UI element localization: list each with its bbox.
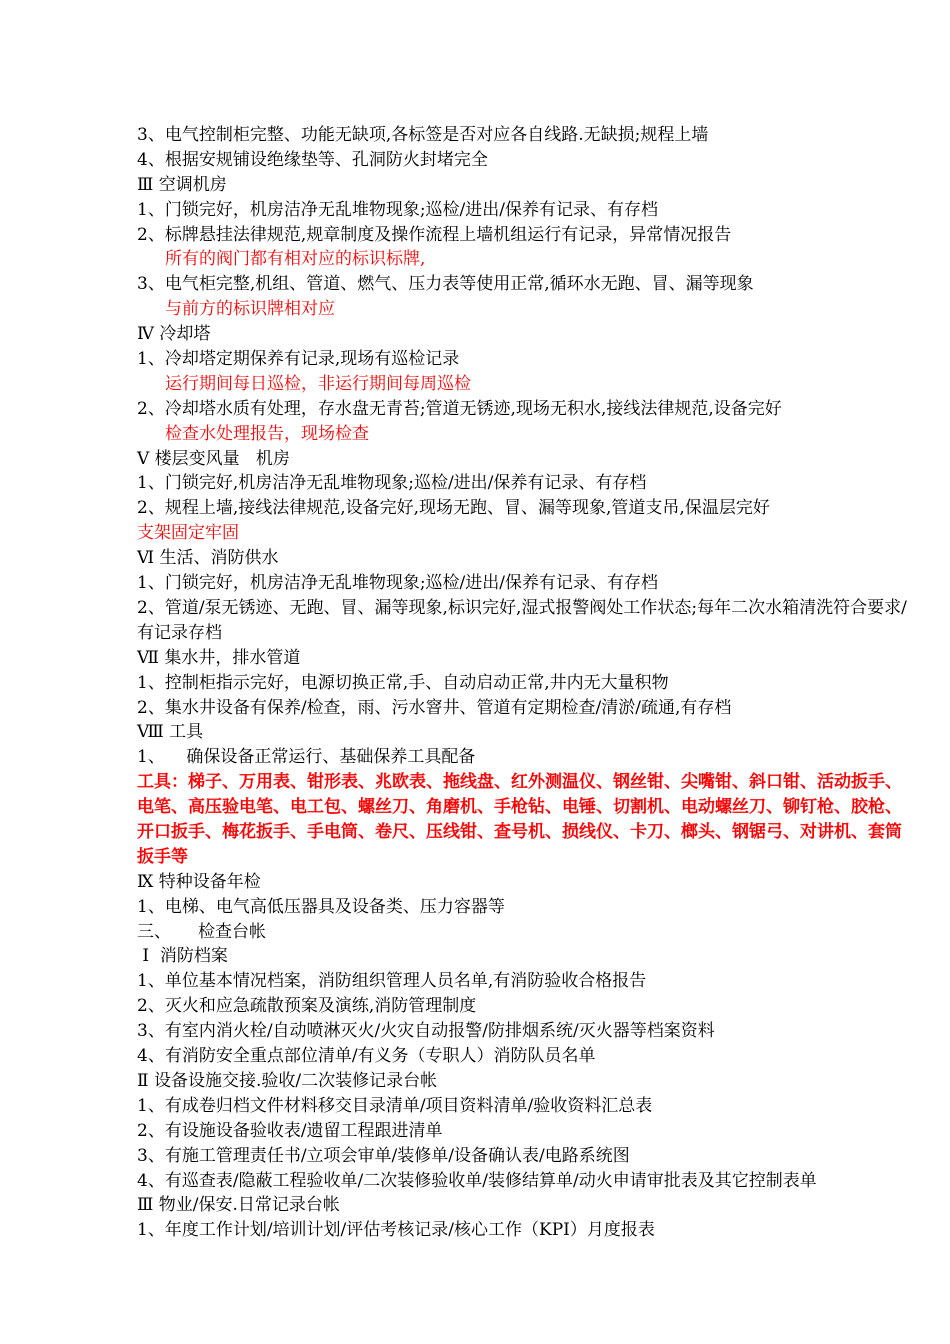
red-note: 检查水处理报告，现场检查 bbox=[165, 423, 369, 444]
text-line: 4、根据安规铺设绝缘垫等、孔洞防火封堵完全 bbox=[137, 149, 488, 170]
chapter-heading: 三、 检查台帐 bbox=[137, 921, 267, 942]
document-body bbox=[137, 123, 907, 1243]
text-line: 4、有消防安全重点部位清单/有义务（专职人）消防队员名单 bbox=[137, 1046, 596, 1067]
text-line: 1、有成卷归档文件材料移交目录清单/项目资料清单/验收资料汇总表 bbox=[137, 1095, 653, 1116]
section-heading: Ⅱ 设备设施交接.验收/二次装修记录台帐 bbox=[137, 1070, 438, 1091]
text-line: 2、标牌悬挂法律规范,规章制度及操作流程上墙机组运行有记录，异常情况报告 bbox=[137, 224, 732, 245]
section-heading: Ⅷ 工具 bbox=[137, 722, 204, 743]
text-paragraph: 2、管道/泵无锈迹、无跑、冒、漏等现象,标识完好,湿式报警阀处工作状态;每年二次水箱清洗符合要求/有记录存档 bbox=[137, 597, 907, 643]
section-heading: Ⅲ 空调机房 bbox=[137, 174, 227, 195]
text-line: 3、电气柜完整,机组、管道、燃气、压力表等使用正常,循环水无跑、冒、漏等现象 bbox=[137, 274, 754, 295]
section-heading: Ⅳ 冷却塔 bbox=[137, 324, 211, 345]
section-heading: Ⅵ 生活、消防供水 bbox=[137, 548, 279, 569]
section-heading: Ⅰ 消防档案 bbox=[137, 946, 228, 967]
text-line: 2、集水井设备有保养/检查，雨、污水窨井、管道有定期检查/清淤/疏通,有存档 bbox=[137, 697, 732, 718]
text-line: 2、有设施设备验收表/遗留工程跟进清单 bbox=[137, 1120, 443, 1141]
text-line: 3、有施工管理责任书/立项会审单/装修单/设备确认表/电路系统图 bbox=[137, 1145, 630, 1166]
text-line: 1、电梯、电气高低压器具及设备类、压力容器等 bbox=[137, 896, 505, 917]
section-heading: Ⅶ 集水井，排水管道 bbox=[137, 647, 301, 668]
text-line: 1、门锁完好,机房洁净无乱堆物现象;巡检/进出/保养有记录、有存档 bbox=[137, 473, 647, 494]
text-line: 1、控制柜指示完好，电源切换正常,手、自动启动正常,井内无大量积物 bbox=[137, 672, 669, 693]
red-note: 所有的阀门都有相对应的标识标牌, bbox=[165, 249, 426, 270]
text-line: 1、冷却塔定期保养有记录,现场有巡检记录 bbox=[137, 349, 460, 370]
text-line: 1、年度工作计划/培训计划/评估考核记录/核心工作（KPI）月度报表 bbox=[137, 1220, 655, 1241]
text-line: 1、门锁完好，机房洁净无乱堆物现象;巡检/进出/保养有记录、有存档 bbox=[137, 573, 658, 594]
text-line: 1、门锁完好，机房洁净无乱堆物现象;巡检/进出/保养有记录、有存档 bbox=[137, 199, 658, 220]
text-line: 2、规程上墙,接线法律规范,设备完好,现场无跑、冒、漏等现象,管道支吊,保温层完好 bbox=[137, 498, 770, 519]
text-line: 3、有室内消火栓/自动喷淋灭火/火灾自动报警/防排烟系统/灭火器等档案资料 bbox=[137, 1021, 715, 1042]
section-heading: Ⅸ 特种设备年检 bbox=[137, 871, 261, 892]
section-heading: Ⅲ 物业/保安.日常记录台帐 bbox=[137, 1195, 340, 1216]
section-heading: Ⅴ 楼层变风量 机房 bbox=[137, 448, 290, 469]
red-note: 与前方的标识牌相对应 bbox=[165, 299, 335, 320]
tools-list: 工具：梯子、万用表、钳形表、兆欧表、拖线盘、红外测温仪、钢丝钳、尖嘴钳、斜口钳、活动扳手、电笔、高压验电笔、电工包、螺丝刀、角磨机、手枪钻、电锤、切割机、电动螺丝刀、铆钉枪、胶枪、开口扳手、梅花扳手、手电筒、卷尺、压线钳、查号机、损线仪、卡刀、榔头、钢锯弓、对讲机、套筒扳手等 bbox=[137, 772, 902, 867]
text-line: 3、电气控制柜完整、功能无缺项,各标签是否对应各自线路.无缺损;规程上墙 bbox=[137, 125, 709, 145]
text-paragraph: 4、有巡查表/隐蔽工程验收单/二次装修验收单/装修结算单/动火申请审批表及其它控制表单 bbox=[137, 1170, 817, 1191]
text-line: 1、 确保设备正常运行、基础保养工具配备 bbox=[137, 747, 476, 768]
red-note: 运行期间每日巡检，非运行期间每周巡检 bbox=[165, 373, 471, 394]
red-note: 支架固定牢固 bbox=[137, 523, 239, 544]
text-line: 2、灭火和应急疏散预案及演练,消防管理制度 bbox=[137, 996, 477, 1017]
text-line: 1、单位基本情况档案，消防组织管理人员名单,有消防验收合格报告 bbox=[137, 971, 647, 992]
text-line: 2、冷却塔水质有处理，存水盘无青苔;管道无锈迹,现场无积水,接线法律规范,设备完好 bbox=[137, 398, 782, 419]
